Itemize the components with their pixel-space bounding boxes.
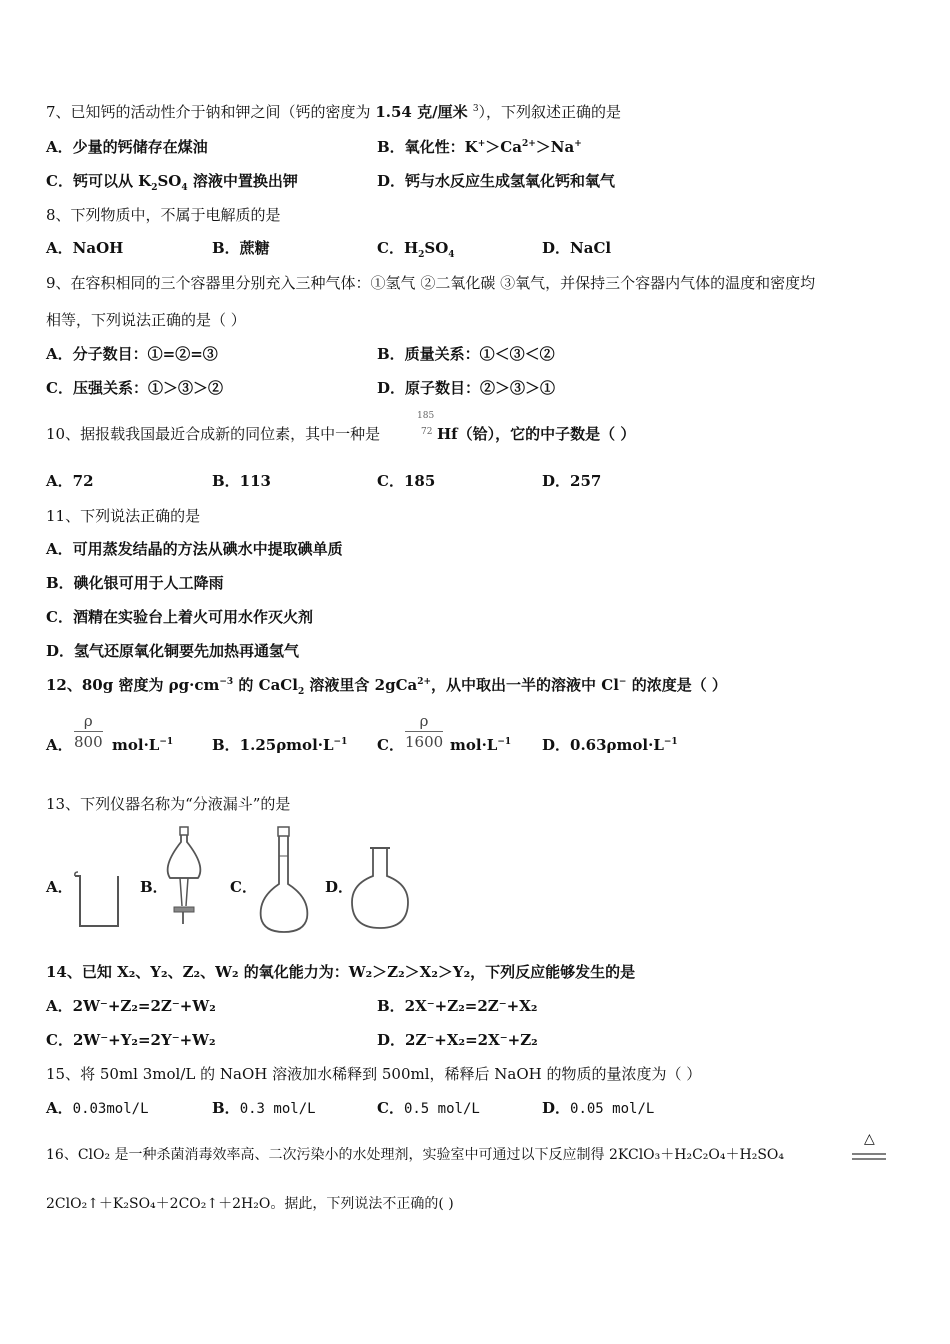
q12-stem-sup: 2+ xyxy=(417,677,432,687)
q15-a-value: 0.03mol/L xyxy=(72,1101,149,1117)
q12-stem-text: ，从中取出一半的溶液中 Cl xyxy=(431,676,619,694)
q8-option-c[interactable] xyxy=(377,238,455,258)
q15-stem: 15、将 50ml 3mol/L 的 NaOH 溶液加水稀释到 500ml，稀释后 NaOH 的物质的量浓度为（ ） xyxy=(46,1065,702,1083)
volumetric-flask-icon[interactable] xyxy=(256,826,312,934)
q12-stem-sup: − xyxy=(618,677,627,687)
q11-option-a[interactable]: A．可用蒸发结晶的方法从碘水中提取碘单质 xyxy=(46,540,343,558)
q13-option-b-label[interactable]: B． xyxy=(140,878,168,896)
q12-option-a-unit[interactable] xyxy=(112,735,173,755)
q7-b-sup: + xyxy=(477,139,486,149)
q7-option-b[interactable] xyxy=(377,137,582,157)
q12-b-text: B．1.25ρmol·L xyxy=(212,736,334,754)
q9-option-b[interactable]: B．质量关系：①＜③＜② xyxy=(377,345,555,363)
q13-option-a-label[interactable]: A． xyxy=(46,878,73,896)
q12-b-sup: −1 xyxy=(333,737,348,747)
q7-b-sup: + xyxy=(574,139,582,149)
q8-option-a[interactable]: A．NaOH xyxy=(46,239,124,257)
q8-c-sub: 2 xyxy=(418,250,425,260)
q7-option-c[interactable] xyxy=(46,171,298,191)
q7-b-sup: 2+ xyxy=(521,139,536,149)
q13-option-d-label[interactable]: D． xyxy=(325,878,354,896)
q14-stem: 14、已知 X₂、Y₂、Z₂、W₂ 的氧化能力为：W₂＞Z₂＞X₂＞Y₂，下列反应能够发生的是 xyxy=(46,963,636,981)
q7-c-text: C．钙可以从 K xyxy=(46,172,152,190)
q7-c-sub: 4 xyxy=(181,183,188,193)
q10-stem-pre: 10、据报载我国最近合成新的同位素，其中一种是 xyxy=(46,425,381,443)
q12-stem xyxy=(46,675,727,695)
q8-stem: 8、下列物质中，不属于电解质的是 xyxy=(46,206,281,224)
separatory-funnel-icon[interactable] xyxy=(160,826,210,926)
q12-a-unit: mol·L xyxy=(112,736,160,754)
q8-c-text: SO xyxy=(424,239,449,257)
q15-option-b[interactable] xyxy=(212,1098,316,1119)
q7-b-text: ＞Na xyxy=(535,138,575,156)
q15-a-label: A． xyxy=(46,1099,73,1117)
q11-option-b[interactable]: B．碘化银可用于人工降雨 xyxy=(46,574,224,592)
q7-stem-sup: 3 xyxy=(472,104,479,114)
q9-option-c[interactable]: C．压强关系：①＞③＞② xyxy=(46,379,223,397)
q14-option-a[interactable]: A．2W⁻+Z₂=2Z⁻+W₂ xyxy=(46,997,216,1015)
q7-c-sub: 2 xyxy=(151,183,158,193)
q15-option-a[interactable] xyxy=(46,1098,149,1119)
q12-d-sup: −1 xyxy=(663,737,678,747)
q9-option-d[interactable]: D．原子数目：②＞③＞① xyxy=(377,379,556,397)
q10-mass-number: 185 xyxy=(417,411,435,421)
q15-d-label: D． xyxy=(542,1099,571,1117)
q7-density-value: 1.54 xyxy=(375,103,412,121)
q7-stem xyxy=(46,102,621,122)
q11-option-d[interactable]: D．氢气还原氧化铜要先加热再通氢气 xyxy=(46,642,300,660)
q11-stem: 11、下列说法正确的是 xyxy=(46,507,201,525)
q14-option-b[interactable]: B．2X⁻+Z₂=2Z⁻+X₂ xyxy=(377,997,538,1015)
q10-option-d[interactable]: D．257 xyxy=(542,472,602,490)
q8-option-b[interactable]: B．蔗糖 xyxy=(212,239,270,257)
q16-heat-symbol: △ xyxy=(864,1131,875,1147)
q9-stem-line1: 9、在容积相同的三个容器里分别充入三种气体：①氢气 ②二氧化碳 ③氧气，并保持三个容器内气体的温度和密度均 xyxy=(46,274,816,292)
q7-c-text: 溶液中置换出钾 xyxy=(187,172,298,190)
q15-b-value: 0.3 mol/L xyxy=(239,1101,316,1117)
q12-stem-text: 的 CaCl xyxy=(233,676,298,694)
q8-c-sub: 4 xyxy=(448,250,455,260)
q12-option-d[interactable] xyxy=(542,735,678,755)
round-bottom-flask-icon[interactable] xyxy=(348,846,412,932)
q10-option-c[interactable]: C．185 xyxy=(377,472,436,490)
q12-option-c-fraction xyxy=(405,712,443,751)
q12-c-unit-sup: −1 xyxy=(497,737,512,747)
q14-option-c[interactable]: C．2W⁻+Y₂=2Y⁻+W₂ xyxy=(46,1031,216,1049)
q12-stem-text: 溶液里含 2gCa xyxy=(304,676,418,694)
beaker-icon[interactable] xyxy=(72,868,124,930)
q12-c-denominator: 1600 xyxy=(405,733,444,751)
q9-option-a[interactable]: A．分子数目：①=②=③ xyxy=(46,345,218,363)
q13-option-c-label[interactable]: C． xyxy=(230,878,257,896)
q10-atomic-number: 72 xyxy=(421,427,433,437)
q7-c-text: SO xyxy=(157,172,182,190)
q12-option-a-label[interactable]: A． xyxy=(46,736,73,754)
q12-c-numerator: ρ xyxy=(405,712,443,732)
q15-c-value: 0.5 mol/L xyxy=(403,1101,480,1117)
q16-line1: 16、ClO₂ 是一种杀菌消毒效率高、二次污染小的水处理剂，实验室中可通过以下反应制得 2KClO₃＋H₂C₂O₄＋H₂SO₄ xyxy=(46,1147,784,1163)
reaction-equals-sign xyxy=(852,1152,888,1162)
q7-option-d[interactable]: D．钙与水反应生成氢氧化钙和氧气 xyxy=(377,172,616,190)
q12-a-numerator: ρ xyxy=(74,712,103,732)
q12-stem-text: 12、80g 密度为 ρg·cm xyxy=(46,676,220,694)
q12-stem-sup: −3 xyxy=(219,677,234,687)
q14-option-d[interactable]: D．2Z⁻+X₂=2X⁻+Z₂ xyxy=(377,1031,538,1049)
q7-b-text: B．氧化性：K xyxy=(377,138,478,156)
q15-d-value: 0.05 mol/L xyxy=(570,1101,655,1117)
q7-b-text: ＞Ca xyxy=(485,138,522,156)
q12-stem-sub: 2 xyxy=(297,687,305,697)
q7-option-a[interactable]: A．少量的钙储存在煤油 xyxy=(46,138,208,156)
q12-option-a-fraction xyxy=(74,712,103,751)
q12-c-unit: mol·L xyxy=(450,736,498,754)
q12-a-denominator: 800 xyxy=(74,733,103,751)
q8-c-text: C．H xyxy=(377,239,419,257)
q12-option-b[interactable] xyxy=(212,735,347,755)
q15-b-label: B． xyxy=(212,1099,240,1117)
q12-option-c-unit[interactable] xyxy=(450,735,511,755)
q12-option-c-label[interactable]: C． xyxy=(377,736,404,754)
q8-option-d[interactable]: D．NaCl xyxy=(542,239,612,257)
q13-stem: 13、下列仪器名称为“分液漏斗”的是 xyxy=(46,795,291,813)
q11-option-c[interactable]: C．酒精在实验台上着火可用水作灭火剂 xyxy=(46,608,313,626)
q9-stem-line2: 相等，下列说法正确的是（ ） xyxy=(46,311,246,329)
q10-option-b[interactable]: B．113 xyxy=(212,472,271,490)
q7-stem-end: ），下列叙述正确的是 xyxy=(478,103,622,121)
q12-stem-text: 的浓度是（ ） xyxy=(626,676,727,694)
q15-option-d[interactable] xyxy=(542,1098,654,1119)
q12-a-unit-sup: −1 xyxy=(159,737,174,747)
q10-stem-post: Hf（铪），它的中子数是（ ） xyxy=(437,425,636,443)
q12-d-text: D．0.63ρmol·L xyxy=(542,736,664,754)
q7-stem-part: 7、已知钙的活动性介于钠和钾之间（钙的密度为 xyxy=(46,103,376,121)
q15-option-c[interactable] xyxy=(377,1098,480,1119)
q10-option-a[interactable]: A．72 xyxy=(46,472,94,490)
q16-line2: 2ClO₂↑＋K₂SO₄＋2CO₂↑＋2H₂O。据此，下列说法不正确的( ) xyxy=(46,1196,454,1212)
q15-c-label: C． xyxy=(377,1099,404,1117)
q7-stem-unit: 克/厘米 xyxy=(411,103,473,121)
